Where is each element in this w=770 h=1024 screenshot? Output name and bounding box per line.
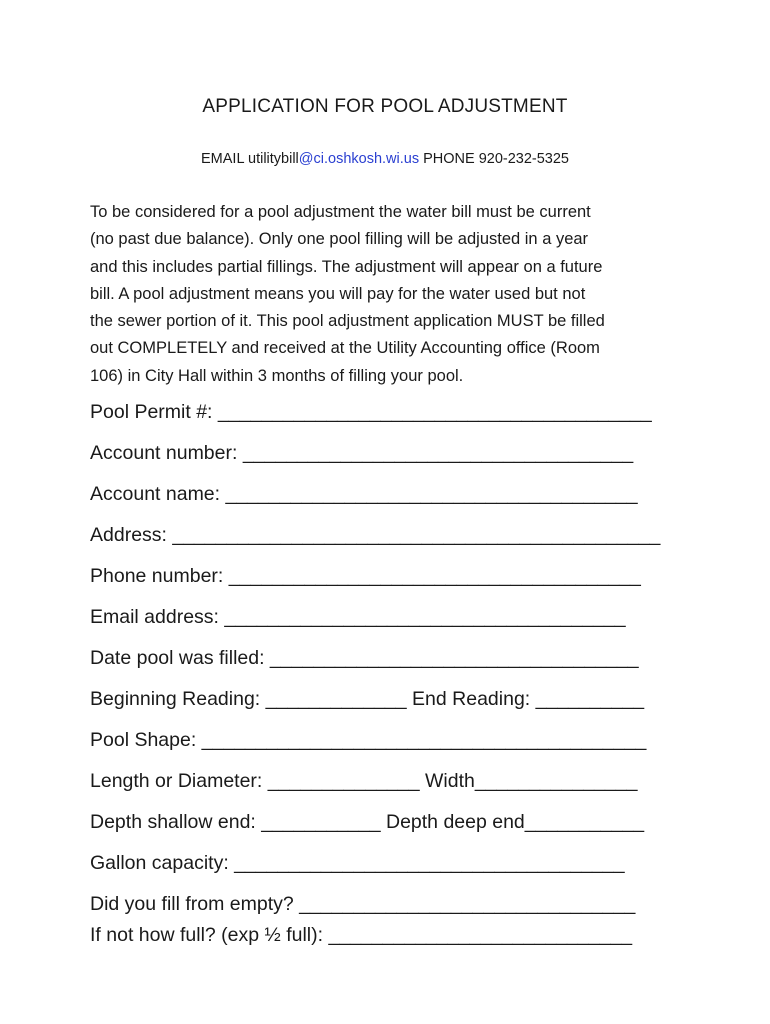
- fill-from-empty-field[interactable]: Did you fill from empty? _______________________________: [90, 893, 636, 915]
- email-domain-link[interactable]: @ci.oshkosh.wi.us: [298, 151, 420, 167]
- date-filled-field[interactable]: Date pool was filled: __________________________________: [90, 647, 639, 669]
- account-name-field[interactable]: Account name: ______________________________________: [90, 483, 638, 505]
- intro-paragraph: [90, 199, 690, 390]
- email-address-field[interactable]: Email address: _____________________________________: [90, 606, 626, 628]
- length-width-field[interactable]: Length or Diameter: ______________ Width_______________: [90, 770, 638, 792]
- pool-shape-field[interactable]: Pool Shape: _________________________________________: [90, 729, 647, 751]
- intro-line: out COMPLETELY and received at the Utility Accounting office (Room: [90, 339, 600, 358]
- pool-permit-field[interactable]: Pool Permit #: ________________________________________: [90, 401, 652, 423]
- account-number-field[interactable]: Account number: ____________________________________: [90, 442, 634, 464]
- intro-line: To be considered for a pool adjustment the water bill must be current: [90, 203, 591, 221]
- how-full-field[interactable]: If not how full? (exp ½ full): ____________________________: [90, 924, 633, 946]
- phone-number-field[interactable]: Phone number: ______________________________________: [90, 565, 641, 587]
- intro-line: (no past due balance). Only one pool filling will be adjusted in a year: [90, 230, 589, 249]
- phone-text: PHONE 920-232-5325: [419, 151, 569, 167]
- page-title: APPLICATION FOR POOL ADJUSTMENT: [202, 96, 568, 117]
- intro-line: and this includes partial fillings. The adjustment will appear on a future: [90, 257, 603, 276]
- address-field[interactable]: Address: _____________________________________________: [90, 524, 661, 546]
- intro-line: bill. A pool adjustment means you will pay for the water used but not: [90, 284, 586, 303]
- contact-line: [0, 151, 770, 167]
- email-label: EMAIL utilitybill: [201, 151, 299, 167]
- readings-field[interactable]: Beginning Reading: _____________ End Reading: __________: [90, 688, 645, 710]
- intro-line: the sewer portion of it. This pool adjustment application MUST be filled: [90, 312, 605, 331]
- intro-line: 106) in City Hall within 3 months of filling your pool.: [90, 366, 464, 385]
- gallon-capacity-field[interactable]: Gallon capacity: ____________________________________: [90, 852, 625, 874]
- depth-field[interactable]: Depth shallow end: ___________ Depth deep end___________: [90, 811, 645, 833]
